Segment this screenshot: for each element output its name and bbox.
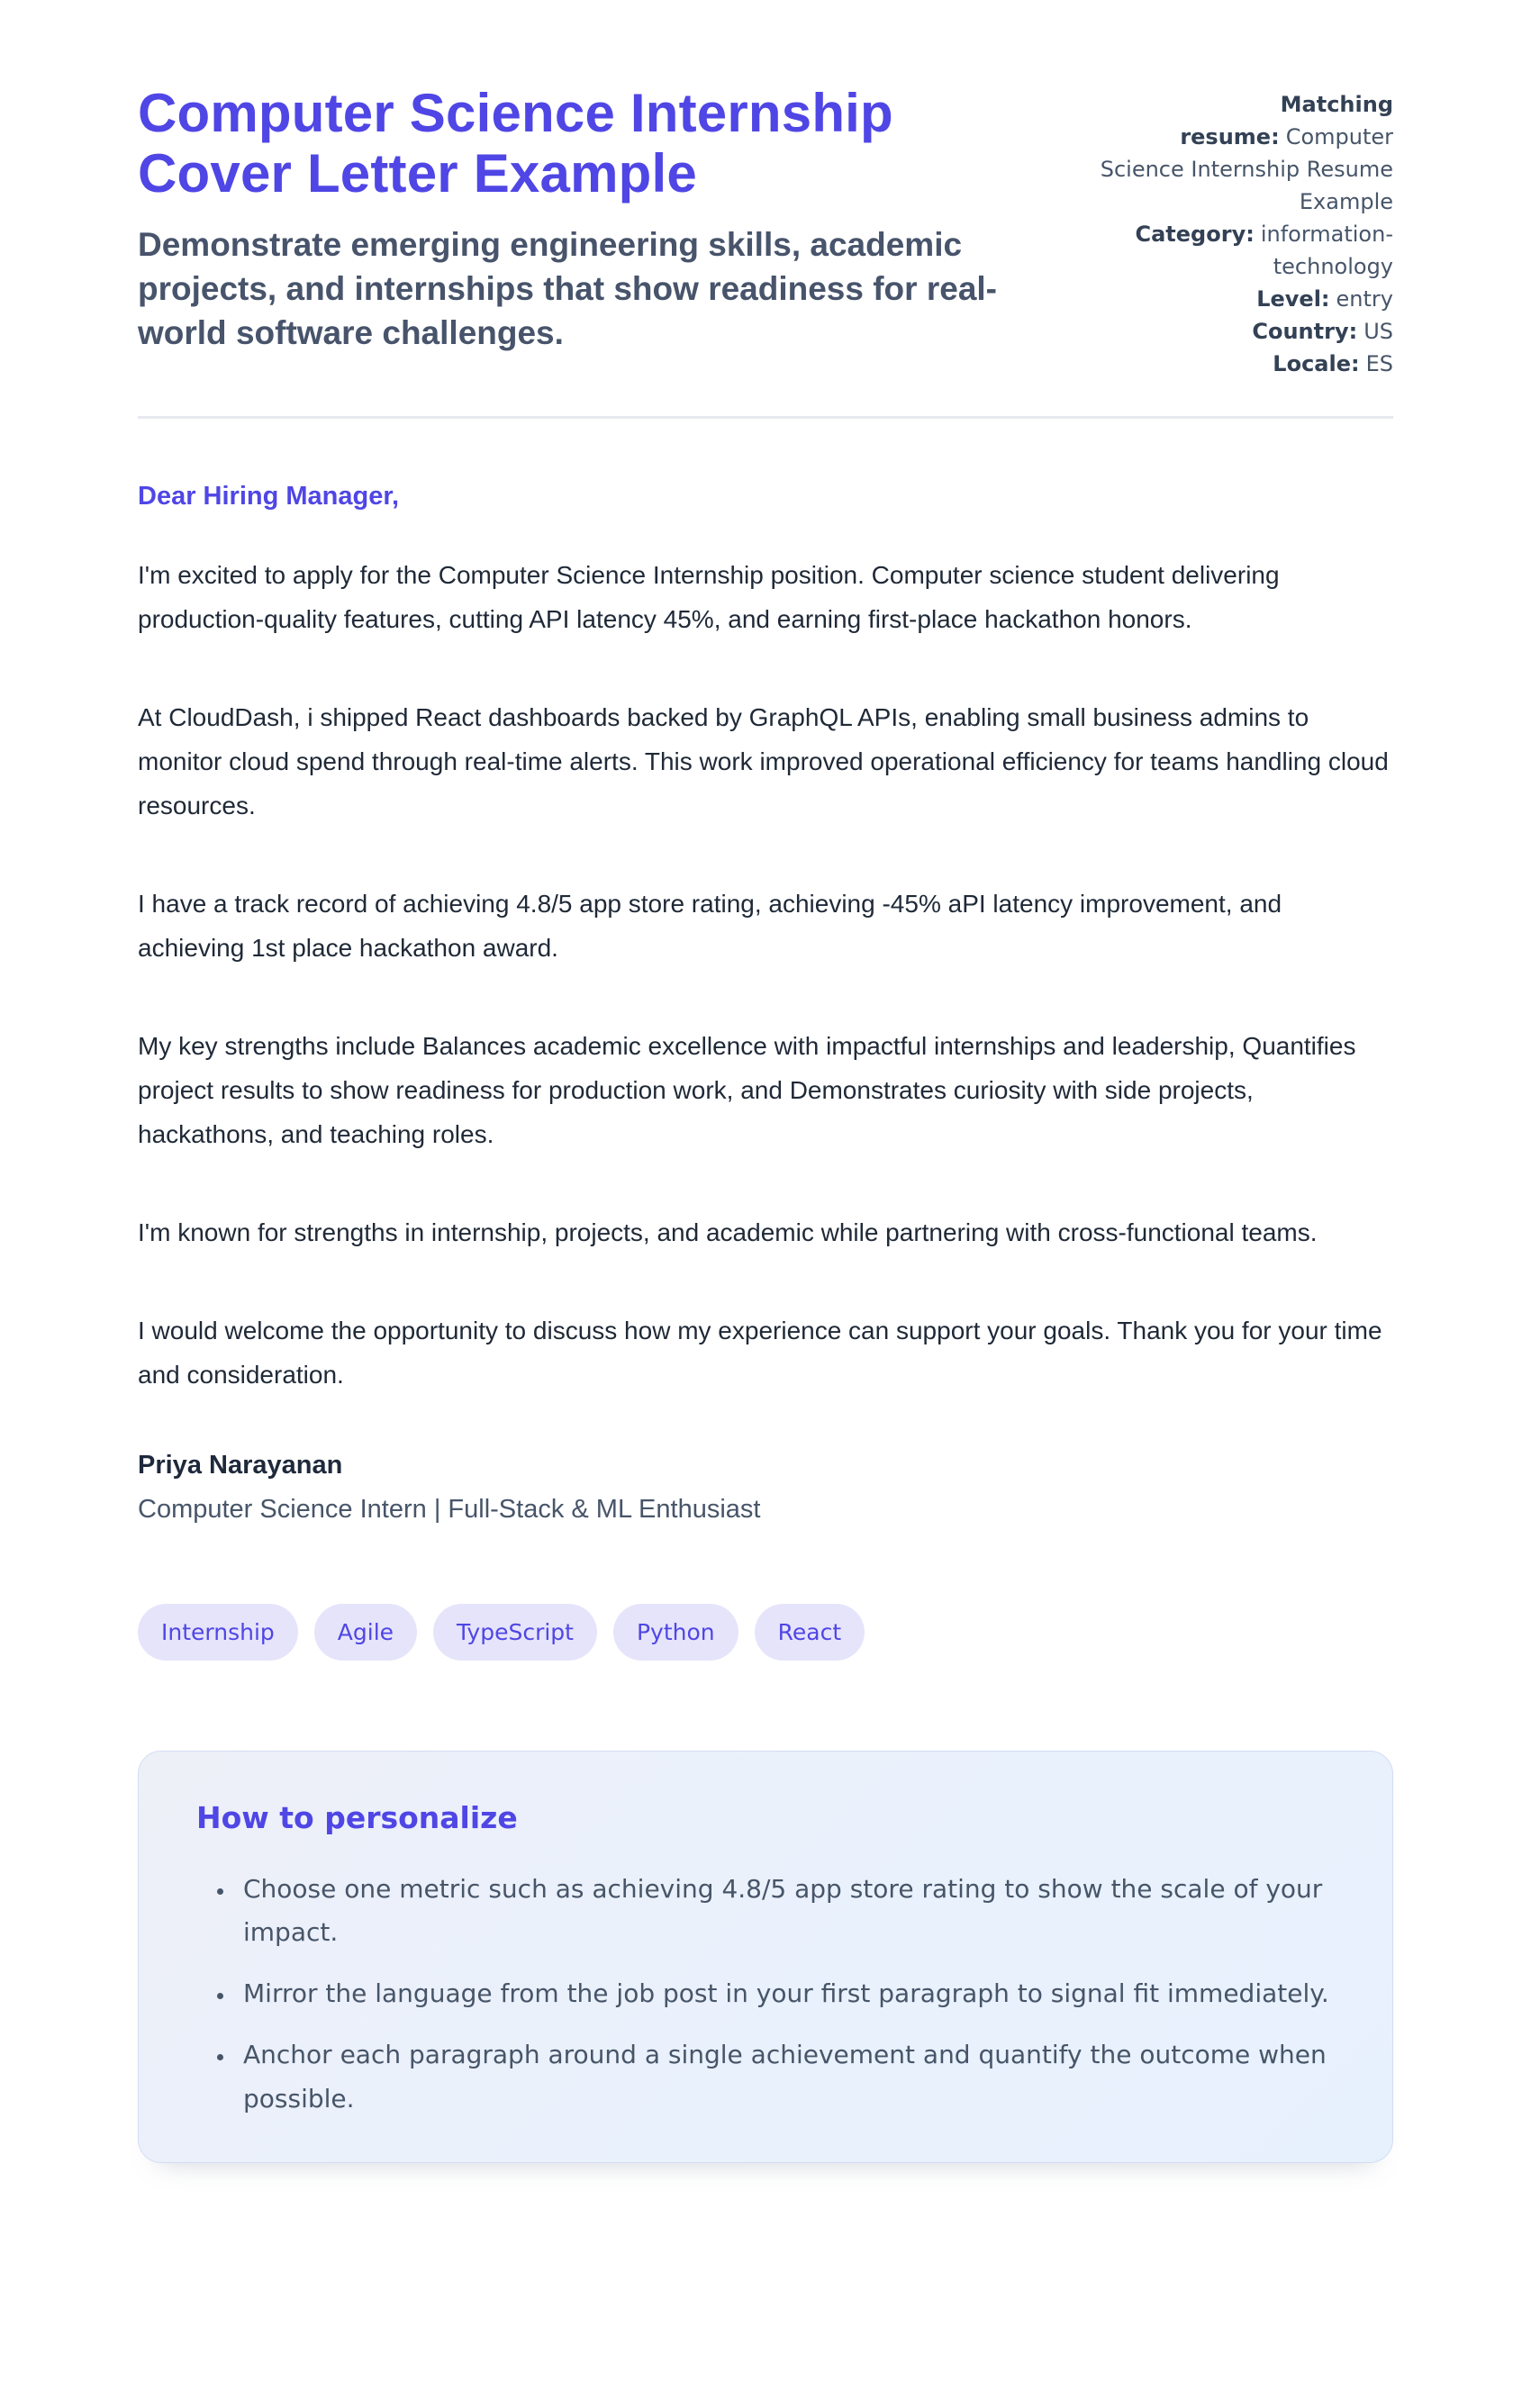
- page-title: Computer Science Internship Cover Letter Example: [138, 83, 893, 204]
- letter-paragraph: My key strengths include Balances academic excellence with impactful internships and leadership, Quantifies project results to show readiness for production work, and Demonstrates curiosity with side projects, hackathons, and teaching roles.: [138, 1032, 1356, 1148]
- signature-block: [138, 1451, 1393, 1525]
- meta-label: Level:: [1256, 286, 1330, 312]
- signature-name: Priya Narayanan: [138, 1451, 343, 1480]
- meta-row-category: [1092, 218, 1393, 283]
- meta-row-country: [1092, 315, 1393, 348]
- tag-internship: Internship: [138, 1604, 298, 1661]
- meta-label: Category:: [1135, 222, 1255, 247]
- letter-body: [138, 482, 1393, 1525]
- meta-value: information-technology: [1260, 222, 1393, 279]
- letter-paragraph: I'm excited to apply for the Computer Science Internship position. Computer science student delivering production-quality features, cutting API latency 45%, and earning first-place hackathon honors.: [138, 561, 1280, 633]
- letter-paragraph: At CloudDash, i shipped React dashboards backed by GraphQL APIs, enabling small business admins to monitor cloud spend through real-time alerts. This work improved operational efficiency for teams handling cloud resources.: [138, 703, 1389, 819]
- tag-typescript: TypeScript: [433, 1604, 597, 1661]
- personalize-tip-list: [196, 1868, 1335, 2121]
- meta-value: ES: [1365, 351, 1393, 376]
- header: [138, 83, 1393, 380]
- meta-panel: [1092, 83, 1393, 380]
- tag-agile: Agile: [314, 1604, 417, 1661]
- meta-row-locale: [1092, 348, 1393, 380]
- meta-label: Locale:: [1273, 351, 1360, 376]
- page-subtitle: Demonstrate emerging engineering skills, academic projects, and internships that show readiness for real-world software challenges.: [138, 226, 997, 352]
- header-divider: [138, 416, 1393, 419]
- tag-list: [138, 1604, 1393, 1661]
- signature-role: Computer Science Intern | Full-Stack & ML Enthusiast: [138, 1495, 761, 1524]
- meta-value: entry: [1336, 286, 1393, 312]
- tag-react: React: [755, 1604, 865, 1661]
- meta-value: US: [1363, 319, 1393, 344]
- meta-label: Matching resume:: [1180, 92, 1393, 149]
- meta-value: Computer Science Internship Resume Example: [1100, 124, 1393, 214]
- personalize-tips-box: [138, 1751, 1393, 2163]
- meta-row-level: [1092, 283, 1393, 315]
- personalize-tip: • Choose one metric such as achieving 4.8/5 app store rating to show the scale of your impact.: [236, 1868, 1335, 1954]
- personalize-tip: • Mirror the language from the job post in your first paragraph to signal fit immediately.: [236, 1972, 1335, 2015]
- letter-paragraph: I would welcome the opportunity to discuss how my experience can support your goals. Thank you for your time and consideration.: [138, 1317, 1382, 1389]
- letter-paragraph: I have a track record of achieving 4.8/5 app store rating, achieving -45% aPI latency improvement, and achieving 1st place hackathon award.: [138, 890, 1282, 962]
- letter-paragraph: I'm known for strengths in internship, projects, and academic while partnering with cross-functional teams.: [138, 1218, 1318, 1246]
- title-block: [138, 83, 1020, 356]
- personalize-tip: • Anchor each paragraph around a single achievement and quantify the outcome when possible.: [236, 2033, 1335, 2120]
- meta-row-matching-resume: [1092, 88, 1393, 218]
- tag-python: Python: [613, 1604, 738, 1661]
- letter-greeting: Dear Hiring Manager,: [138, 482, 400, 511]
- meta-label: Country:: [1252, 319, 1358, 344]
- personalize-heading: How to personalize: [196, 1800, 518, 1835]
